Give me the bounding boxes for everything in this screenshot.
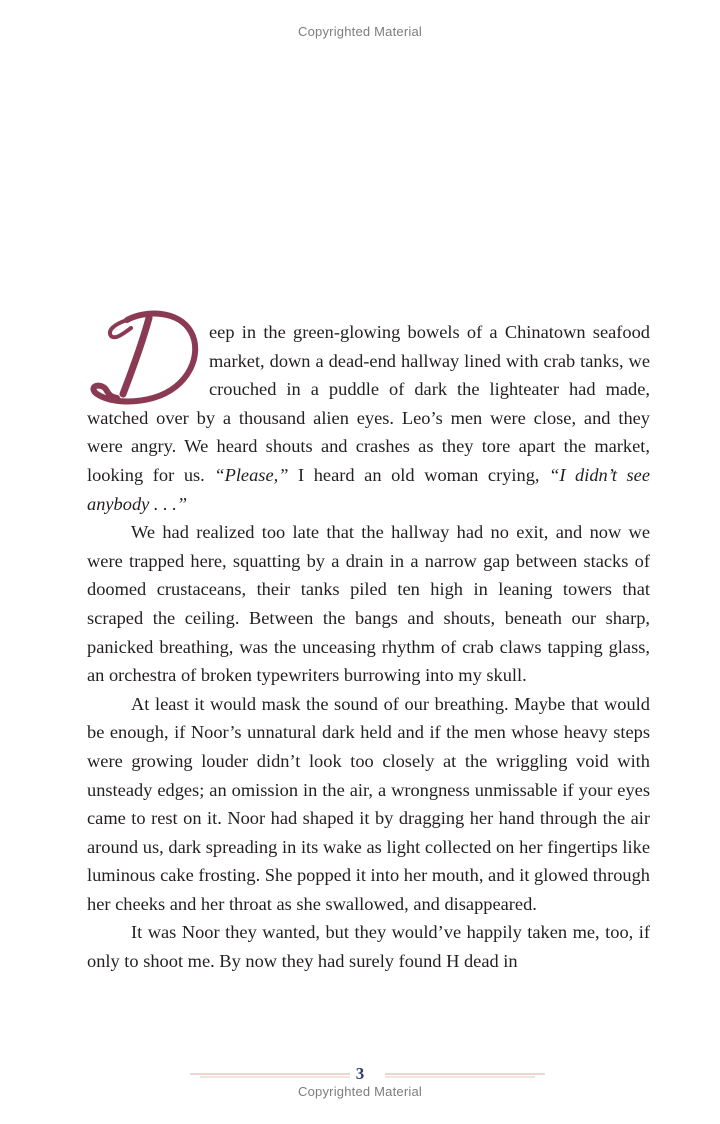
paragraph-1-italic-quote: “I didn’t see anybody . . .”	[87, 464, 650, 514]
paragraph-1-text-a: eep in the green-glowing bowels of a Chinatown seafood market, down a dead-end hallway lined with crab tanks, we crouched in a puddle of dark the lighteater had made, watched over by a thousand alien eyes. Leo’s men were close, and they were angry. We heard shouts and crashes as they tore apart the market, looking for us.	[87, 322, 650, 485]
copyright-stamp-bottom: Copyrighted Material	[298, 1084, 422, 1099]
body-text	[87, 318, 650, 976]
paragraph-2: We had realized too late that the hallway had no exit, and now we were trapped here, squatting by a drain in a narrow gap between stacks of doomed crustaceans, their tanks piled ten high in leaning towers that scraped the ceiling. Between the bangs and shouts, beneath our sharp, panicked breathing, was the unceasing rhythm of crab claws tapping glass, an orchestra of broken typewriters burrowing into my skull.	[87, 522, 650, 686]
paragraph-3: At least it would mask the sound of our breathing. Maybe that would be enough, if Noor’s unnatural dark held and if the men whose heavy steps were growing louder didn’t look too closely at the wriggling void with unsteady edges; an omission in the air, a wrongness unmissable if your eyes came to rest on it. Noor had shaped it by dragging her hand through the air around us, dark spreading in its wake as light collected on her fingertips like luminous cake frosting. She popped it into her mouth, and it glowed through her cheeks and her throat as she swallowed, and disappeared.	[87, 693, 650, 914]
drop-cap-d-ornament	[87, 306, 205, 406]
paragraph-1-italic-please: “Please,”	[214, 464, 289, 485]
paragraph-1	[87, 318, 650, 518]
paragraph-1-text-b: I heard an old woman crying,	[288, 464, 550, 485]
page-number: 3	[355, 1064, 365, 1083]
copyright-stamp-top: Copyrighted Material	[298, 24, 422, 39]
paragraph-4: It was Noor they wanted, but they would’ve happily taken me, too, if only to shoot me. By now they had surely found H dead in	[87, 922, 650, 972]
drop-cap	[87, 318, 205, 402]
